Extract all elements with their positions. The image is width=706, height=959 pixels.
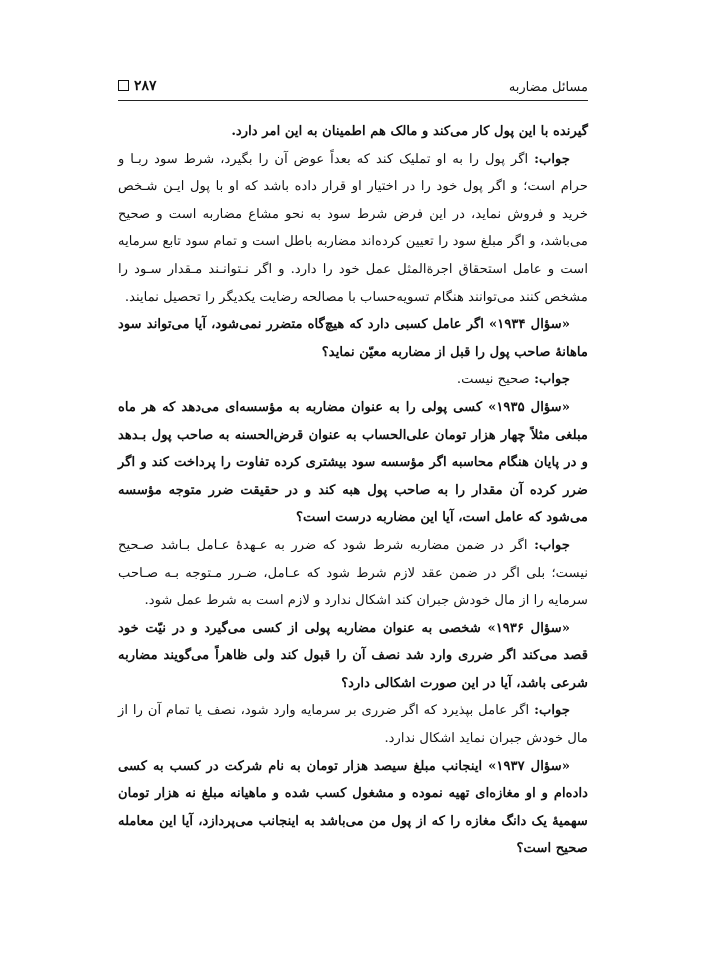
question-continuation: گیرنده با این پول کار می‌کند و مالک هم اطمینان به این امر دارد. xyxy=(231,124,588,139)
answer-text: اگر عامل بپذیرد که اگر ضرری بر سرمایه وارد شود، نصف یا تمام آن را از مال خودش جبران نماید اشکال ندارد. xyxy=(118,703,588,747)
square-icon xyxy=(118,80,129,91)
answer-text: اگر در ضمن مضاربه شرط شود که ضرر به عـهدهٔ عـامل بـاشد صـحیح نیست؛ بلی اگر در ضمن عقد لازم شرط شود که عـامل، ضـرر مـتوجه بـه صـاحب سرمایه را از مال خودش جبران کند اشکال ندارد و لازم است به شرط عمل شود. xyxy=(118,537,588,609)
page-number xyxy=(118,78,157,94)
question-label: «سؤال ۱۹۳۵» xyxy=(488,399,570,415)
answer-paragraph xyxy=(118,697,588,752)
question-paragraph xyxy=(118,394,588,532)
question-label: «سؤال ۱۹۳۷» xyxy=(488,758,570,774)
question-text: شخصی به عنوان مضاربه پولی از کسی می‌گیرد و در نیّت خود قصد می‌کند اگر ضرری وارد شد نصف آن را قبول کند ولی ظاهراً می‌گویند مضاربه شرعی باشد، آیا در این صورت اشکالی دارد؟ xyxy=(118,620,588,691)
question-text: اینجانب مبلغ سیصد هزار تومان به نام شرکت در کسب به کسی داده‌ام و او مغازه‌ای تهیه نموده و مشغول کسب شده و ماهیانه مبلغ نه هزار تومان سهمیهٔ یک دانگ مغازه را که از پول من می‌باشد به اینجانب می‌پردازد، آیا این معامله صحیح است؟ xyxy=(118,758,588,857)
page-body xyxy=(118,118,588,863)
running-title: مسائل مضاربه xyxy=(508,80,588,95)
page-header xyxy=(118,78,588,101)
book-page xyxy=(118,0,588,959)
question-label: «سؤال ۱۹۳۶» xyxy=(487,620,570,636)
answer-text: اگر پول را به او تملیک کند که بعداً عوض آن را بگیرد، شرط سود ربـا و حرام است؛ و اگر پول خود را در اختیار او قرار داده باشد که او با پول ایـن شـخص خرید و فروش نماید، در این فرض شرط سود به نحو مشاع مضاربه است و صحیح می‌باشد، و اگر مبلغ سود را تعیین کرده‌اند مضاربه باطل است و تمام سود تابع سرمایه است و عامل استحقاق اجرةالمثل عمل خود را دارد. و اگر نـتوانـند مـقدار سـود را مشخص کنند می‌توانند هنگام تسویه‌حساب با مصالحه رضایت یکدیگر را تحصیل نمایند. xyxy=(118,151,588,305)
answer-label: جواب: xyxy=(534,372,570,388)
answer-label: جواب: xyxy=(534,151,570,167)
answer-paragraph xyxy=(118,366,588,394)
question-paragraph xyxy=(118,753,588,863)
question-text: کسی پولی را به عنوان مضاربه به مؤسسه‌ای می‌دهد که هر ماه مبلغی مثلاً چهار هزار تومان علی‌الحساب به عنوان قرض‌الحسنه به صاحب پول بـدهد و در پایان هنگام محاسبه اگر مؤسسه سود بیشتری کرده تفاوت را پرداخت کند و اگر ضرر کرده آن مقدار را به صاحب پول هبه کند و در حقیقت ضرر متوجه مؤسسه می‌شود که عامل است، آیا این مضاربه درست است؟ xyxy=(118,399,588,526)
page-number-text: ۲۸۷ xyxy=(134,78,157,94)
question-paragraph xyxy=(118,311,588,366)
answer-paragraph xyxy=(118,146,588,312)
answer-paragraph xyxy=(118,532,588,615)
answer-text: صحیح نیست. xyxy=(456,372,535,388)
question-label: «سؤال ۱۹۳۴» xyxy=(488,317,570,333)
question-text: اگر عامل کسبی دارد که هیچ‌گاه متضرر نمی‌شود، آیا می‌تواند سود ماهانهٔ صاحب پول را قبل از مضاربه معیّن نماید؟ xyxy=(118,317,588,360)
answer-label: جواب: xyxy=(534,537,570,553)
answer-label: جواب: xyxy=(534,703,570,719)
question-paragraph xyxy=(118,615,588,698)
